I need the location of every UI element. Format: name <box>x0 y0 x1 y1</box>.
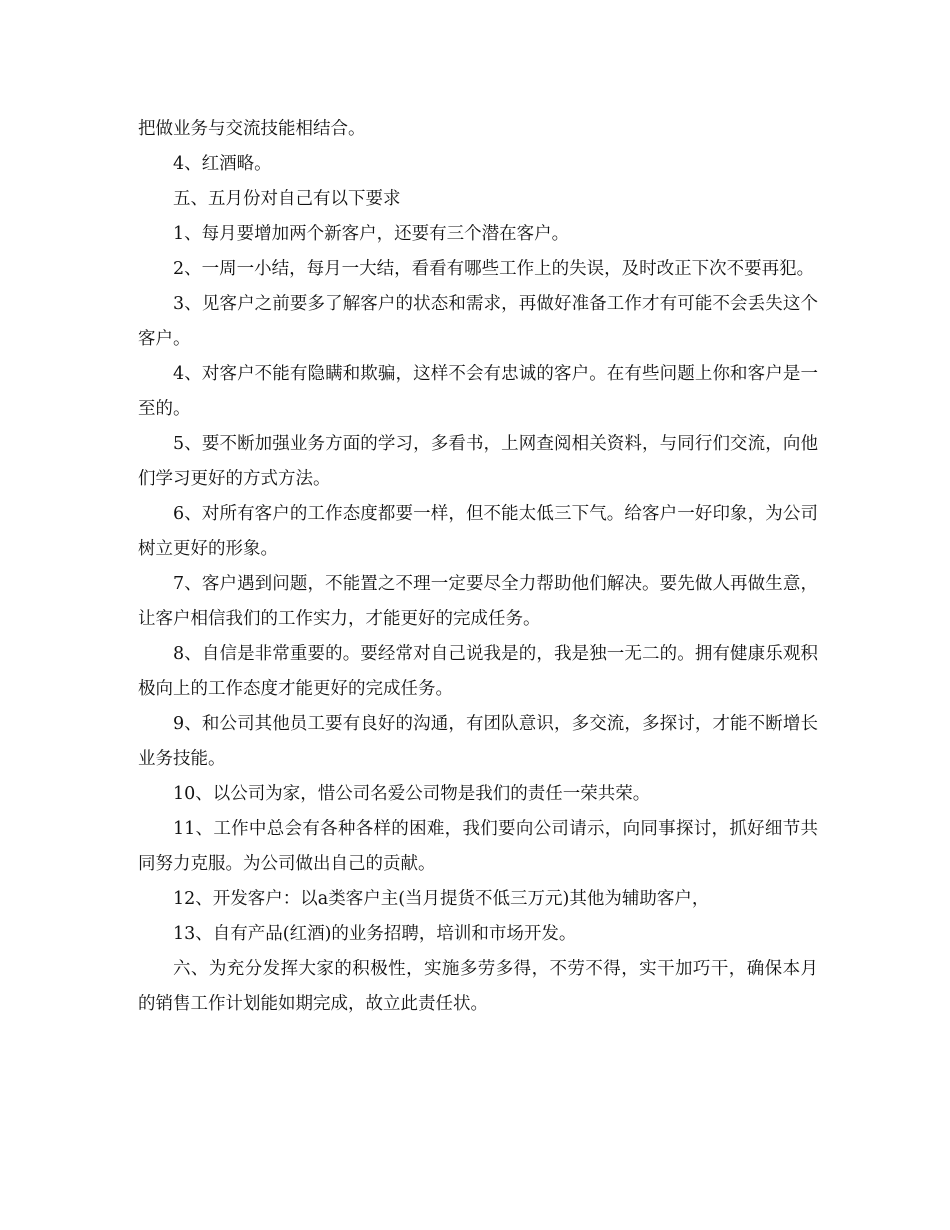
requirement-item-10: 10、以公司为家，惜公司名爱公司物是我们的责任一荣共荣。 <box>173 784 651 804</box>
paragraph-continuation: 把做业务与交流技能相结合。 <box>138 119 366 139</box>
requirement-item-4: 4、对客户不能有隐瞒和欺骗，这样不会有忠诚的客户。在有些问题上你和客户是一至的。 <box>138 364 818 419</box>
requirement-item-7: 7、客户遇到问题，不能置之不理一定要尽全力帮助他们解决。要先做人再做生意，让客户相信我们的工作实力，才能更好的完成任务。 <box>138 574 818 629</box>
requirement-item-5: 5、要不断加强业务方面的学习，多看书，上网查阅相关资料，与同行们交流，向他们学习更好的方式方法。 <box>138 434 818 489</box>
requirement-item-13: 13、自有产品(红酒)的业务招聘，培训和市场开发。 <box>173 924 577 944</box>
requirement-item-8: 8、自信是非常重要的。要经常对自己说我是的，我是独一无二的。拥有健康乐观积极向上的工作态度才能更好的完成任务。 <box>138 644 818 699</box>
paragraph-item-4-wine: 4、红酒略。 <box>173 154 272 174</box>
requirement-item-6: 6、对所有客户的工作态度都要一样，但不能太低三下气。给客户一好印象，为公司树立更好的形象。 <box>138 504 818 559</box>
section-heading-5: 五、五月份对自己有以下要求 <box>173 189 401 209</box>
requirement-item-11: 11、工作中总会有各种各样的困难，我们要向公司请示，向同事探讨，抓好细节共同努力克服。为公司做出自己的贡献。 <box>138 819 818 874</box>
requirement-item-9: 9、和公司其他员工要有良好的沟通，有团队意识，多交流，多探讨，才能不断增长业务技能。 <box>138 714 818 769</box>
document-body <box>138 112 818 1022</box>
section-paragraph-6: 六、为充分发挥大家的积极性，实施多劳多得，不劳不得，实干加巧干，确保本月的销售工作计划能如期完成，故立此责任状。 <box>138 959 818 1014</box>
requirement-item-2: 2、一周一小结，每月一大结，看看有哪些工作上的失误，及时改正下次不要再犯。 <box>173 259 815 279</box>
requirement-item-3: 3、见客户之前要多了解客户的状态和需求，再做好准备工作才有可能不会丢失这个客户。 <box>138 294 818 349</box>
requirement-item-1: 1、每月要增加两个新客户，还要有三个潜在客户。 <box>173 224 570 244</box>
requirement-item-12: 12、开发客户：以a类客户主(当月提货不低三万元)其他为辅助客户， <box>173 889 710 909</box>
